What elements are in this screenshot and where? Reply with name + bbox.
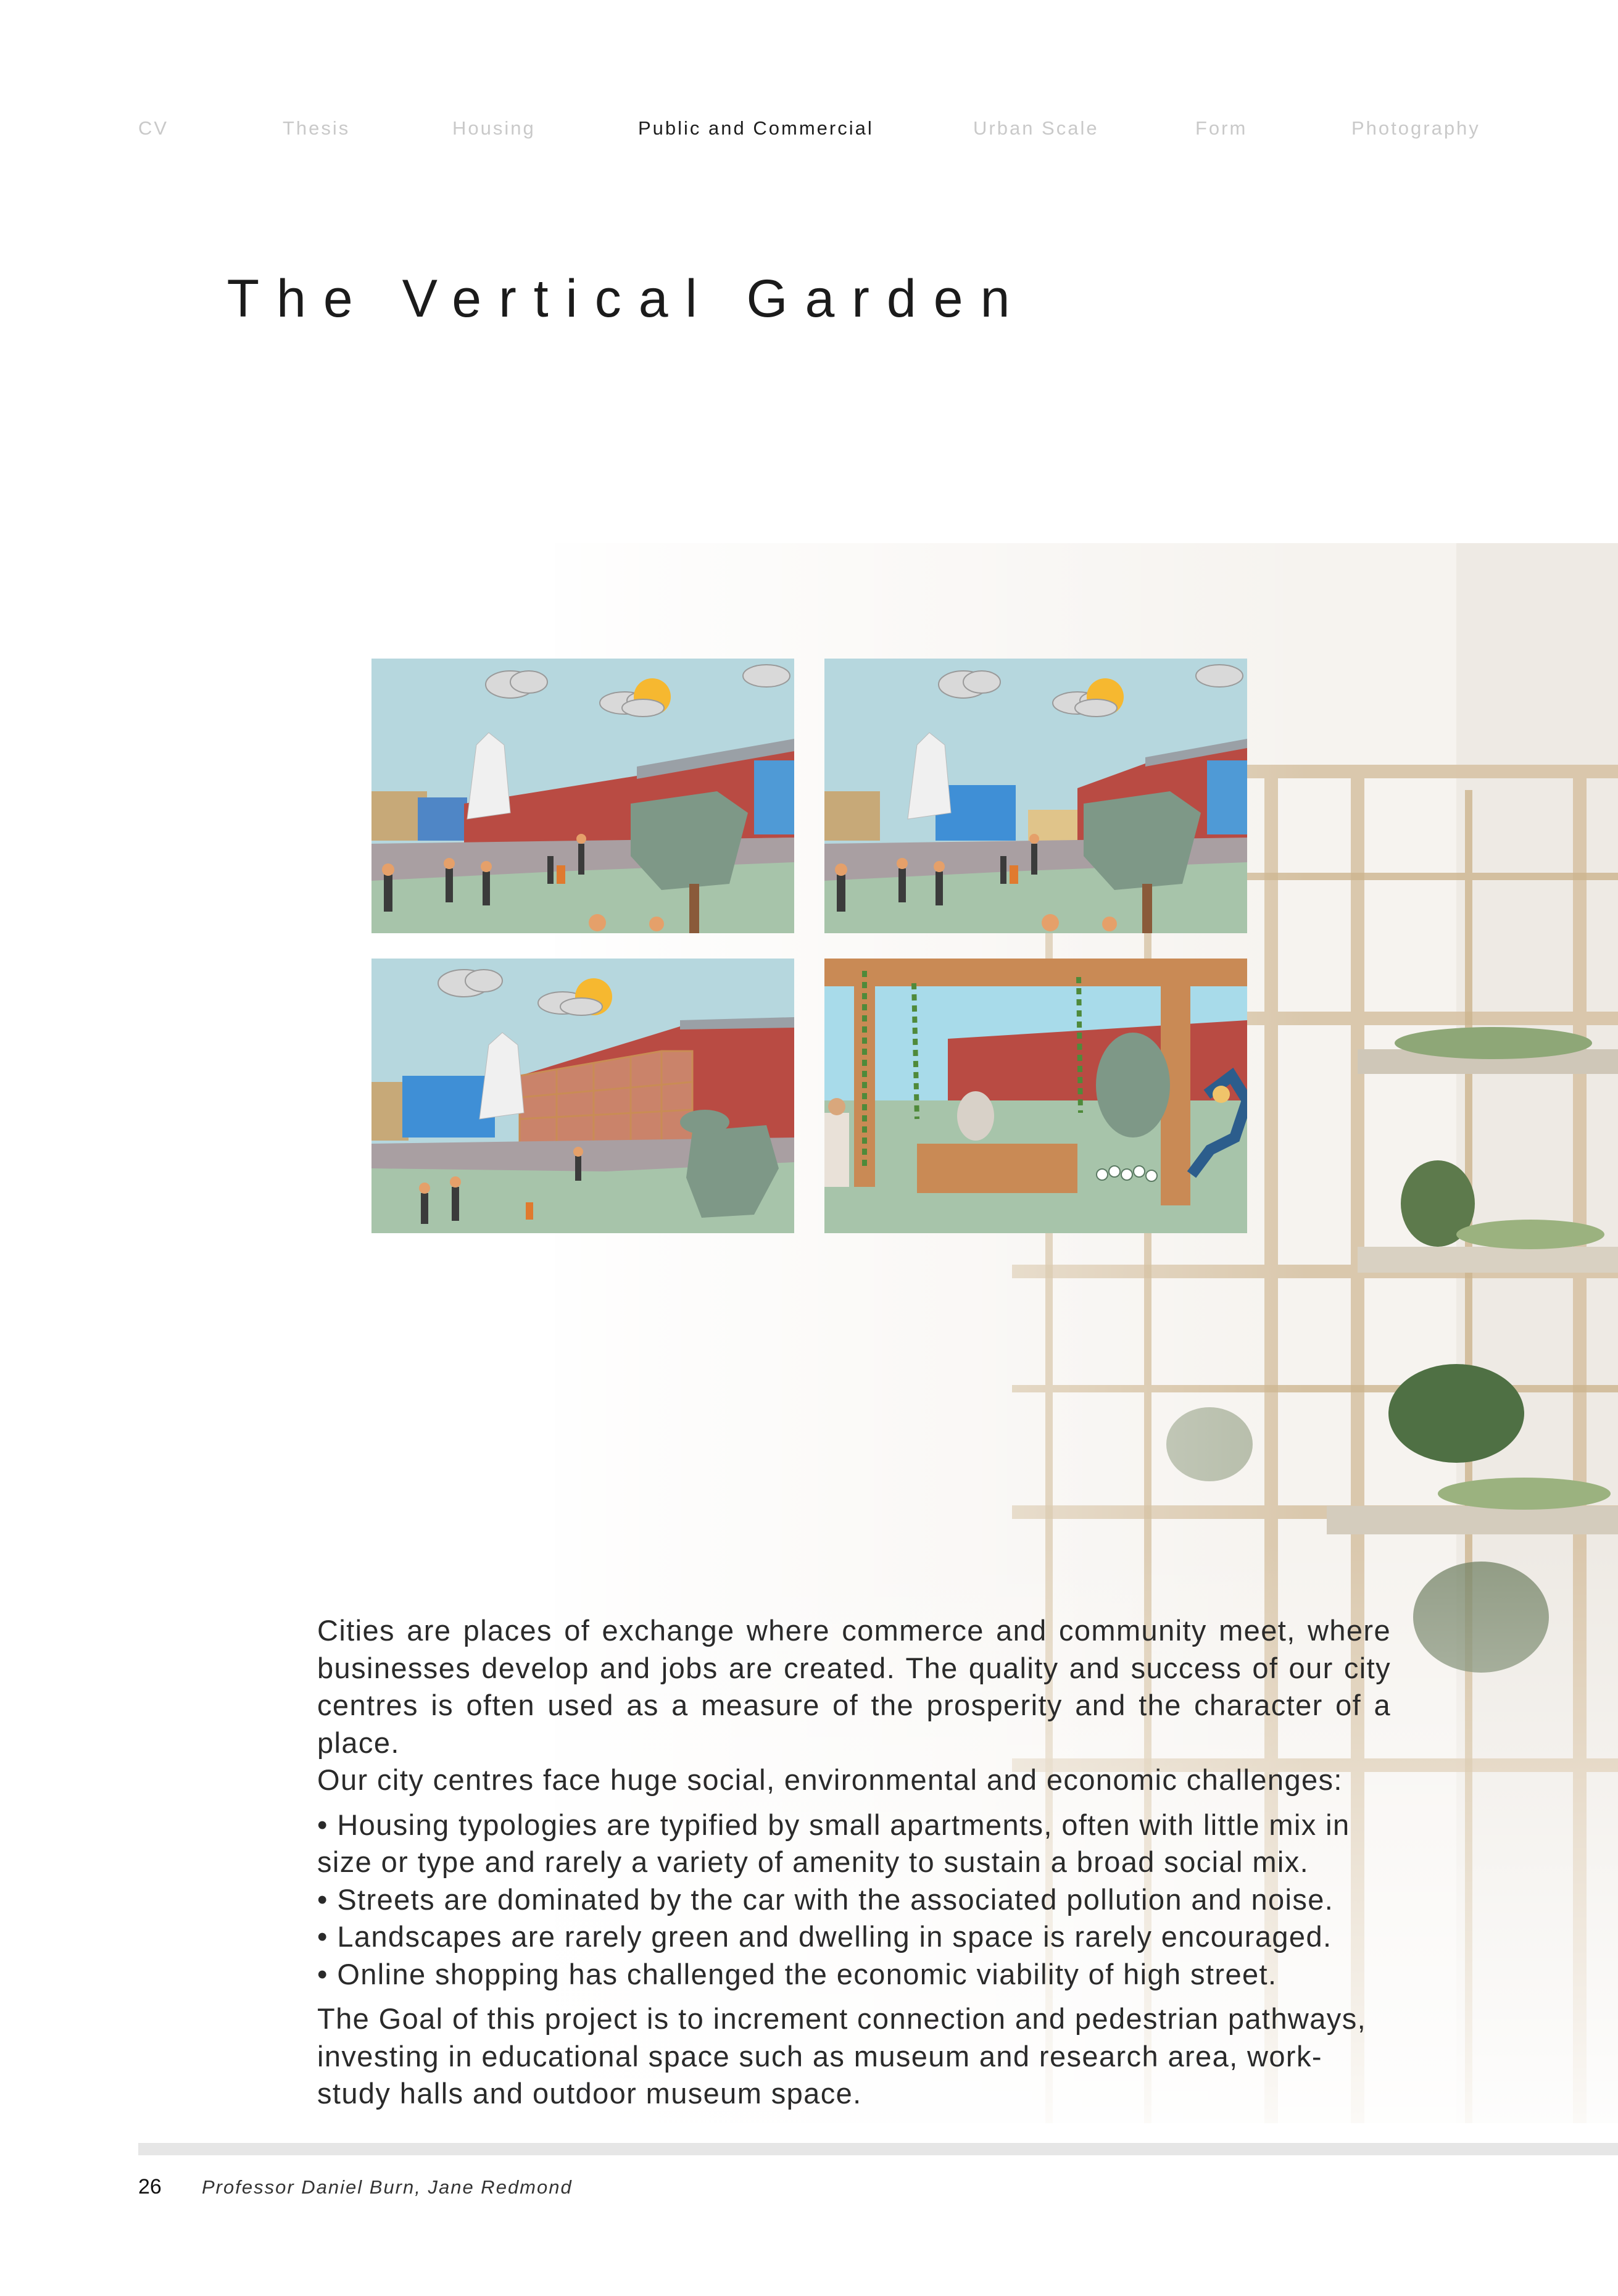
challenge-item-housing: • Housing typologies are typified by small apartments, often with little mix in size or type and rarely a variety of amenity to sustain a broad social mix. bbox=[317, 1808, 1350, 1878]
challenges-lead: Our city centres face huge social, environmental and economic challenges: bbox=[317, 1763, 1343, 1796]
page-number: 26 bbox=[138, 2175, 162, 2198]
render-panel-vertical-garden-facade bbox=[371, 959, 794, 1233]
nav-item-public-and-commercial[interactable]: Public and Commercial bbox=[638, 117, 874, 139]
render-panel-garden-interior bbox=[824, 959, 1247, 1233]
footer-divider bbox=[138, 2143, 1618, 2155]
page-title-text: The Vertical Garden bbox=[226, 269, 1027, 328]
challenges-list bbox=[317, 1807, 1391, 1994]
challenge-item-streets: • Streets are dominated by the car with the associated pollution and noise. bbox=[317, 1882, 1334, 1916]
render-panel-plaza-intervention bbox=[824, 659, 1247, 933]
nav-item-form[interactable]: Form bbox=[1195, 117, 1248, 139]
nav-item-cv[interactable]: CV bbox=[138, 117, 169, 139]
render-panel-plaza-existing bbox=[371, 659, 794, 933]
project-description bbox=[317, 1612, 1391, 2113]
nav-item-urban-scale[interactable]: Urban Scale bbox=[973, 117, 1099, 139]
intro-paragraph: Cities are places of exchange where commerce and community meet, where businesses develop and jobs are created. The quality and success of our city centres is often used as a measure of the prosperity and the character of a place. bbox=[317, 1614, 1391, 1759]
challenge-item-landscapes: • Landscapes are rarely green and dwelling in space is rarely encouraged. bbox=[317, 1920, 1332, 1953]
footer-credits: Professor Daniel Burn, Jane Redmond bbox=[202, 2176, 573, 2198]
page-title bbox=[0, 268, 1618, 330]
nav-item-housing[interactable]: Housing bbox=[452, 117, 536, 139]
nav-item-thesis[interactable]: Thesis bbox=[283, 117, 351, 139]
goal-paragraph: The Goal of this project is to increment connection and pedestrian pathways, investing in educational space such as museum and research area, work-study halls and outdoor museum space. bbox=[317, 2002, 1367, 2110]
nav-item-photography[interactable]: Photography bbox=[1351, 117, 1480, 139]
challenge-item-online-shopping: • Online shopping has challenged the economic viability of high street. bbox=[317, 1957, 1277, 1990]
